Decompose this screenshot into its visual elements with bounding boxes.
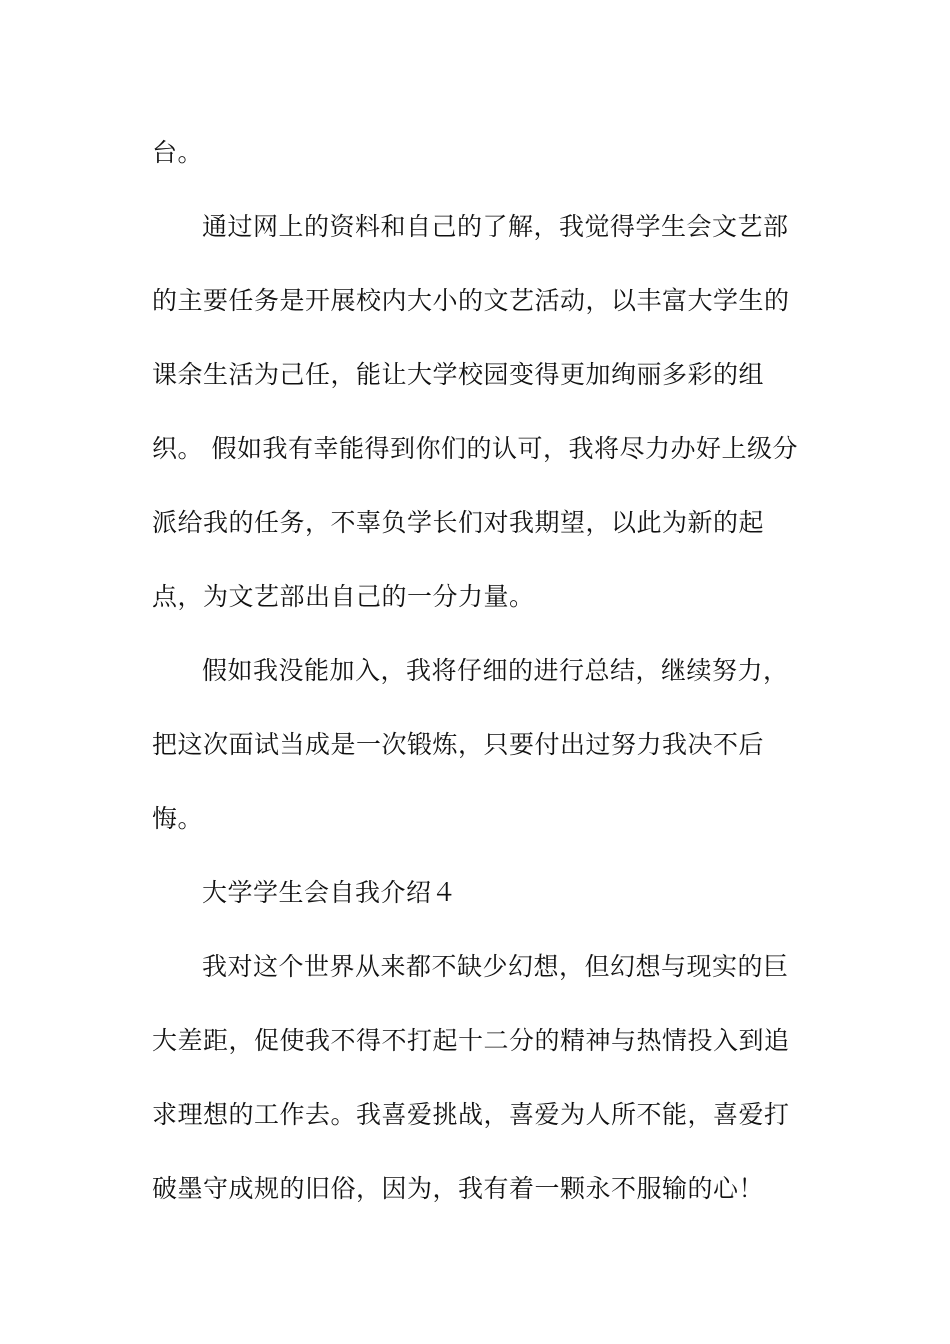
paragraph-first-line: 假如我没能加入，我将仔细的进行总结，继续努力， bbox=[202, 656, 789, 685]
text-line: 求理想的工作去。我喜爱挑战，喜爱为人所不能，喜爱打 bbox=[152, 1100, 790, 1129]
text-line: 大差距，促使我不得不打起十二分的精神与热情投入到追 bbox=[152, 1026, 790, 1055]
text-line: 派给我的任务，不辜负学长们对我期望，以此为新的起 bbox=[152, 508, 765, 537]
text-line: 破墨守成规的旧俗，因为，我有着一颗永不服输的心！ bbox=[152, 1174, 765, 1203]
text-line: 织。 假如我有幸能得到你们的认可，我将尽力办好上级分 bbox=[152, 434, 798, 463]
section-heading: 大学学生会自我介绍４ bbox=[202, 878, 458, 907]
text-line: 把这次面试当成是一次锻炼，只要付出过努力我决不后 bbox=[152, 730, 765, 759]
text-line: 课余生活为己任，能让大学校园变得更加绚丽多彩的组 bbox=[152, 360, 765, 389]
text-line: 悔。 bbox=[152, 804, 204, 833]
text-line: 的主要任务是开展校内大小的文艺活动，以丰富大学生的 bbox=[152, 286, 790, 315]
text-line: 台。 bbox=[152, 138, 204, 167]
paragraph-first-line: 我对这个世界从来都不缺少幻想，但幻想与现实的巨 bbox=[202, 952, 789, 981]
text-line: 点，为文艺部出自己的一分力量。 bbox=[152, 582, 535, 611]
paragraph-first-line: 通过网上的资料和自己的了解，我觉得学生会文艺部 bbox=[202, 212, 789, 241]
